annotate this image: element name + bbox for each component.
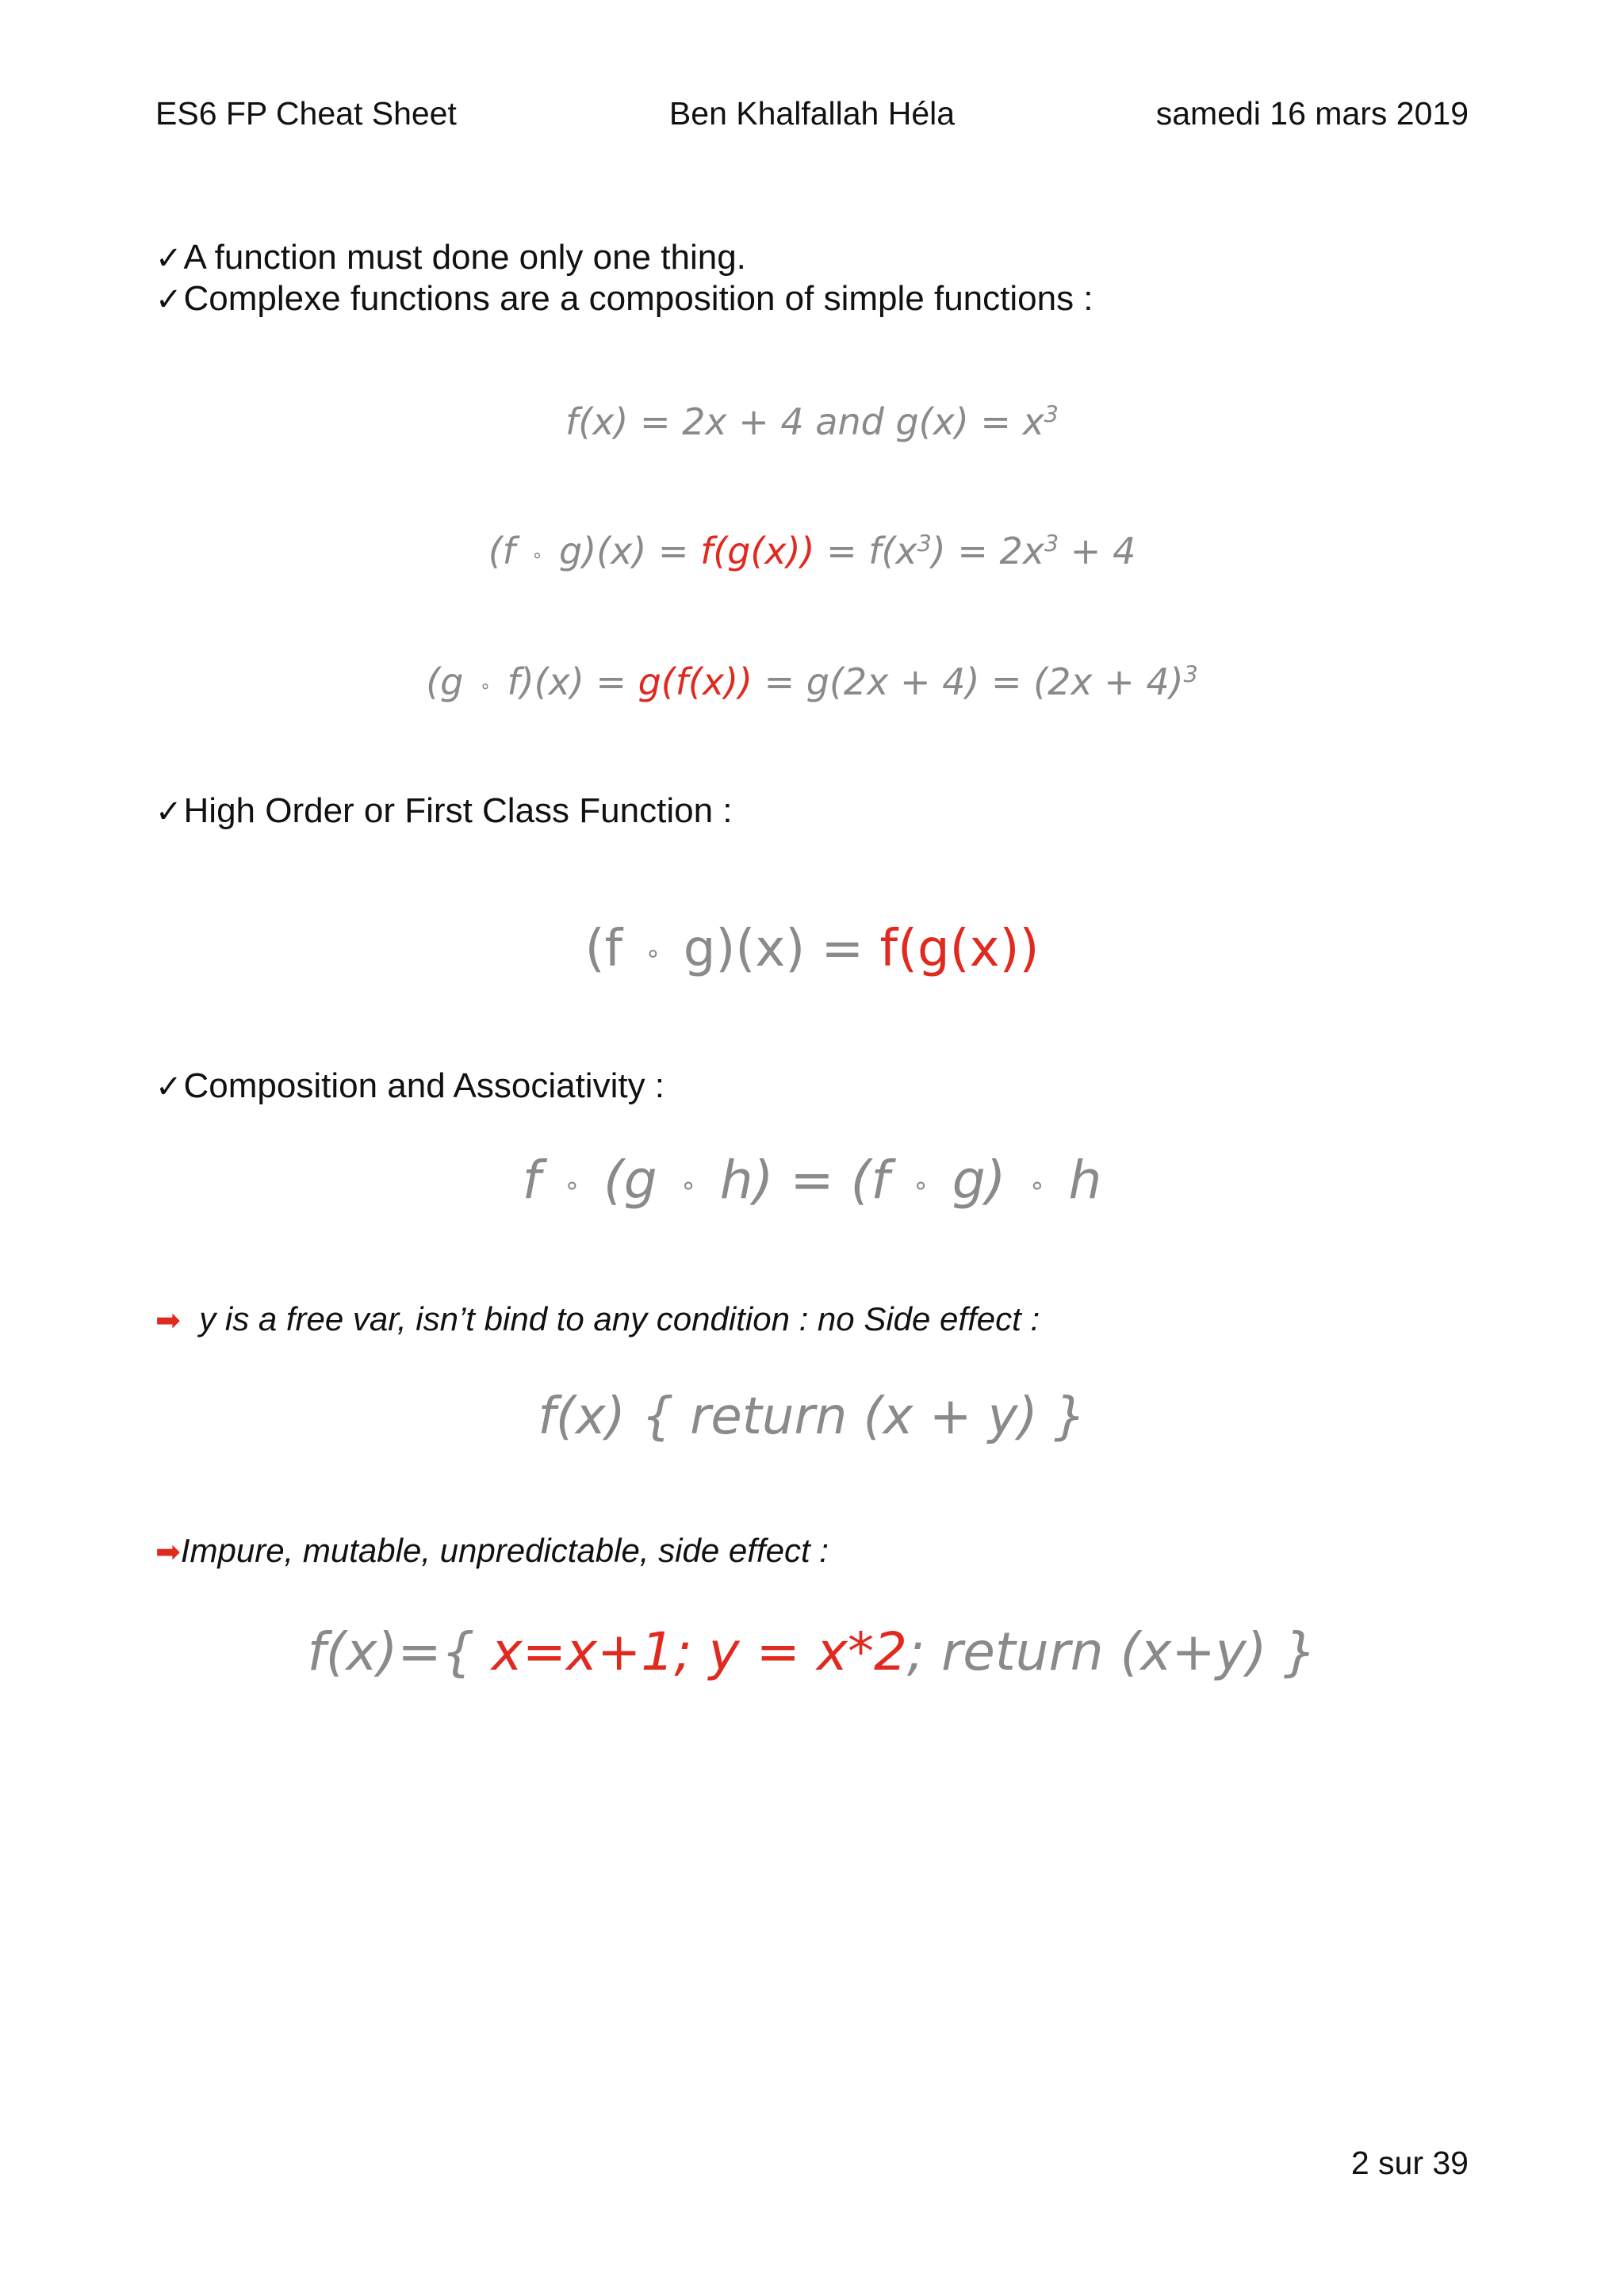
formula-highlight: g(f(x)) [638,660,753,703]
formula-text: f [522,1150,557,1211]
formula-text: (f [488,530,527,572]
check-icon: ✓ [155,794,182,830]
compose-operator: ∘ [564,1169,580,1201]
note-free-var [155,1300,1040,1338]
formula-text: (g [587,1150,674,1211]
compose-operator: ∘ [912,1169,929,1201]
arrow-right-icon: ➡ [155,1303,181,1337]
formula-text: f)(x) = [495,660,638,703]
bullet-text: Composition and Associativity : [183,1066,665,1105]
compose-operator: ∘ [531,545,543,566]
formula-associativity [0,1150,1624,1211]
page-number: 2 sur 39 [1350,2145,1469,2181]
formula-text: (g [426,660,475,703]
header-title: ES6 FP Cheat Sheet [155,95,457,132]
formula-impure [0,1621,1624,1682]
bullet-associativity [155,1066,665,1106]
formula-highlight: f(g(x)) [879,920,1040,978]
bullet-text: A function must done only one thing. [183,238,746,277]
compose-operator: ∘ [645,938,661,969]
note-impure [155,1532,829,1570]
formula-exponent: 3 [1183,661,1198,688]
header-date: samedi 16 mars 2019 [1155,95,1469,132]
formula-text: = g(2x + 4) = (2x + 4) [752,660,1184,703]
formula-highlight: x=x+1; y = x*2 [491,1621,907,1682]
bullet-text: High Order or First Class Function : [183,791,733,830]
formula-text: ; return (x+y) } [906,1621,1317,1682]
formula-pure [0,1387,1624,1446]
formula-high-order [0,920,1624,978]
bullet-composition [155,279,1094,319]
compose-operator: ∘ [1028,1169,1046,1201]
note-text: y is a free var, isn’t bind to any condition : no Side effect : [199,1300,1040,1337]
formula-definitions [0,400,1624,443]
page-header [155,95,1469,143]
arrow-right-icon: ➡ [155,1534,181,1569]
formula-f-of-g [0,530,1624,572]
formula-text: h [1051,1150,1102,1211]
formula-text: + 4 [1059,530,1136,572]
bullet-high-order [155,791,732,831]
check-icon: ✓ [155,240,182,277]
bullet-one-thing [155,238,746,277]
formula-exponent: 3 [1044,401,1059,428]
formula-g-of-f [0,660,1624,703]
formula-text: = f(x [814,530,917,572]
formula-exponent: 3 [1044,530,1059,557]
check-icon: ✓ [155,281,182,318]
formula-exponent: 3 [917,530,932,557]
formula-text: h) = (f [703,1150,906,1211]
formula-highlight: f(g(x)) [700,530,815,572]
bullet-text: Complexe functions are a composition of simple functions : [183,279,1094,318]
formula-text: g) [935,1150,1023,1211]
check-icon: ✓ [155,1069,182,1105]
header-author: Ben Khalfallah Héla [668,95,956,132]
formula-text: f(x) = 2x + 4 and g(x) = x [565,400,1044,443]
compose-operator: ∘ [479,675,492,697]
compose-operator: ∘ [680,1169,697,1201]
formula-text: f(x)={ [307,1621,492,1682]
formula-text: g)(x) = [547,530,701,572]
formula-text: g)(x) = [667,920,880,978]
formula-text: (f [584,920,639,978]
note-text: Impure, mutable, unpredictable, side effect : [180,1532,829,1569]
formula-text: ) = 2x [931,530,1045,572]
formula-text: f(x) { return (x + y) } [538,1387,1086,1446]
